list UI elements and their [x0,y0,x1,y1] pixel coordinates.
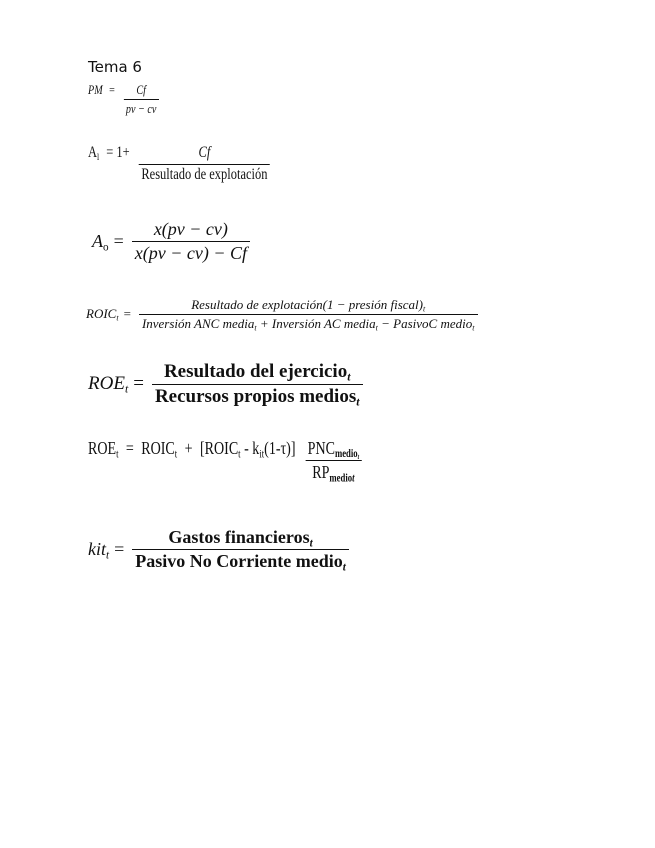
equals-sign: = [123,306,131,322]
section-title: Tema 6 [88,58,142,76]
formula-lhs: $ROE_t$ [88,438,119,461]
equals-sign: = [133,373,144,395]
fraction [132,220,250,263]
formula-kit [88,527,352,574]
numerator: Cf [198,144,211,161]
formula-pm [88,82,161,115]
denominator: pv − cv [125,100,157,116]
numerator: Cf [136,82,146,97]
numerator: Resultado de explotación(1 − presión $fiscal)_t$ [191,297,426,314]
denominator: x(pv − cv) − Cf [134,242,247,263]
formula-lhs: kit$_t$ [88,538,110,562]
numerator: Resultado del ejercicio$_t$ [163,361,351,384]
fraction-bar [139,164,270,165]
formula-lhs: PM [88,82,103,97]
equals-sign: = 1+ [106,144,130,161]
fraction [305,438,361,485]
formula-leverage-x [92,220,253,263]
equals-sign: = [125,438,134,458]
roic-term: $ROIC_t$ [141,438,178,461]
formula-lhs: $ROE_t$ [88,373,129,396]
formula-leverage-operating [88,144,272,184]
denominator: Inversión ANC media$_t$ + Inversión AC media$_t$ − PasivoC medio$_t$ [141,315,475,333]
denominator: Pasivo No Corriente medio$_t$ [135,550,346,574]
formula-lhs: $ROIC_t$ [86,306,119,323]
equals-sign: = [114,538,125,559]
fraction [124,83,159,115]
fraction-bar [305,460,361,461]
fraction-bar [132,241,250,242]
plus-sign: + [184,438,193,458]
fraction-bar [152,384,363,385]
fraction [132,527,349,574]
formula-roic [86,297,481,333]
fraction [139,297,478,333]
fraction-bar [124,99,159,100]
denominator: Resultado de explotación [141,165,268,183]
formula-roe [88,362,366,407]
fraction [139,145,270,184]
equals-sign: = [109,82,115,97]
numerator: Gastos financieros$_t$ [168,527,313,550]
fraction-bar [139,314,478,315]
numerator: $PNC_{medio_t}$ [307,438,360,462]
formula-lhs: $A_l$ [88,144,100,163]
equals-sign: = [113,230,124,251]
formula-lhs: $A_o$ [92,230,109,254]
formula-roe-leverage [88,438,364,485]
fraction-bar [132,549,349,550]
denominator: Recursos propios medios$_t$ [154,385,360,409]
numerator: x(pv − cv) [153,219,228,239]
fraction [152,362,363,407]
bracket-term: $[ROIC_t - k_{it}(1-\tau)]$ [199,438,296,461]
denominator: $RP_{mediot}$ [312,462,355,485]
